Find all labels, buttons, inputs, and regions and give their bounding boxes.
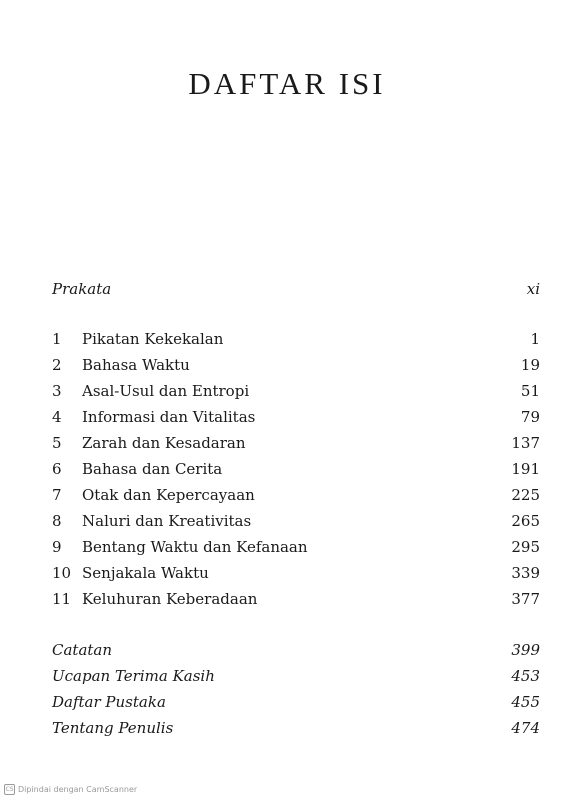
toc-backmatter-row — [52, 641, 540, 665]
backmatter-page: 474 — [511, 719, 540, 737]
chapter-title: Bahasa dan Cerita — [82, 460, 223, 478]
chapter-title: Senjakala Waktu — [82, 564, 209, 582]
backmatter-page: 455 — [511, 693, 540, 711]
toc-chapter-row — [52, 564, 540, 588]
toc-backmatter-row — [52, 719, 540, 743]
backmatter-page: 453 — [511, 667, 540, 685]
backmatter-title: Daftar Pustaka — [52, 693, 166, 711]
toc-label: Prakata — [52, 280, 112, 298]
chapter-number: 9 — [52, 538, 62, 556]
toc-chapter-row — [52, 512, 540, 536]
chapter-number: 3 — [52, 382, 62, 400]
chapter-title: Informasi dan Vitalitas — [82, 408, 256, 426]
toc-backmatter-row — [52, 693, 540, 717]
chapter-number: 1 — [52, 330, 62, 348]
toc-chapter-row — [52, 434, 540, 458]
chapter-title: Pikatan Kekekalan — [82, 330, 224, 348]
chapter-number: 10 — [52, 564, 72, 582]
chapter-number: 11 — [52, 590, 72, 608]
backmatter-title: Tentang Penulis — [52, 719, 174, 737]
chapter-page: 265 — [511, 512, 540, 530]
chapter-page: 377 — [511, 590, 540, 608]
toc-chapter-row — [52, 382, 540, 406]
scanner-watermark — [4, 784, 137, 795]
backmatter-title: Catatan — [52, 641, 113, 659]
chapter-number: 5 — [52, 434, 62, 452]
chapter-page: 19 — [520, 356, 540, 374]
chapter-page: 191 — [511, 460, 540, 478]
toc-page: xi — [526, 280, 540, 298]
chapter-page: 225 — [511, 486, 540, 504]
toc-chapter-row — [52, 330, 540, 354]
chapter-page: 295 — [511, 538, 540, 556]
chapter-title: Bentang Waktu dan Kefanaan — [82, 538, 308, 556]
chapter-number: 7 — [52, 486, 62, 504]
chapter-title: Naluri dan Kreativitas — [82, 512, 252, 530]
toc-chapter-row — [52, 486, 540, 510]
chapter-title: Bahasa Waktu — [82, 356, 190, 374]
chapter-title: Asal-Usul dan Entropi — [82, 382, 250, 400]
backmatter-title: Ucapan Terima Kasih — [52, 667, 215, 685]
toc-chapter-row — [52, 590, 540, 614]
chapter-page: 79 — [520, 408, 540, 426]
chapter-number: 6 — [52, 460, 62, 478]
toc-chapter-row — [52, 356, 540, 380]
chapter-page: 51 — [520, 382, 540, 400]
toc-chapter-row — [52, 538, 540, 562]
backmatter-page: 399 — [511, 641, 540, 659]
chapter-page: 137 — [511, 434, 540, 452]
toc-chapter-row — [52, 460, 540, 484]
chapter-page: 1 — [530, 330, 540, 348]
toc-backmatter-row — [52, 667, 540, 691]
toc-preface-row — [52, 280, 540, 304]
chapter-number: 2 — [52, 356, 62, 374]
toc-chapter-row — [52, 408, 540, 432]
chapter-title: Keluhuran Keberadaan — [82, 590, 258, 608]
chapter-number: 8 — [52, 512, 62, 530]
chapter-title: Zarah dan Kesadaran — [82, 434, 246, 452]
chapter-page: 339 — [511, 564, 540, 582]
camscanner-icon: CS — [5, 786, 14, 793]
page-title: DAFTAR ISI — [188, 66, 386, 101]
chapter-title: Otak dan Kepercayaan — [82, 486, 255, 504]
watermark-text: Dipindai dengan CamScanner — [18, 785, 138, 794]
chapter-number: 4 — [52, 408, 62, 426]
